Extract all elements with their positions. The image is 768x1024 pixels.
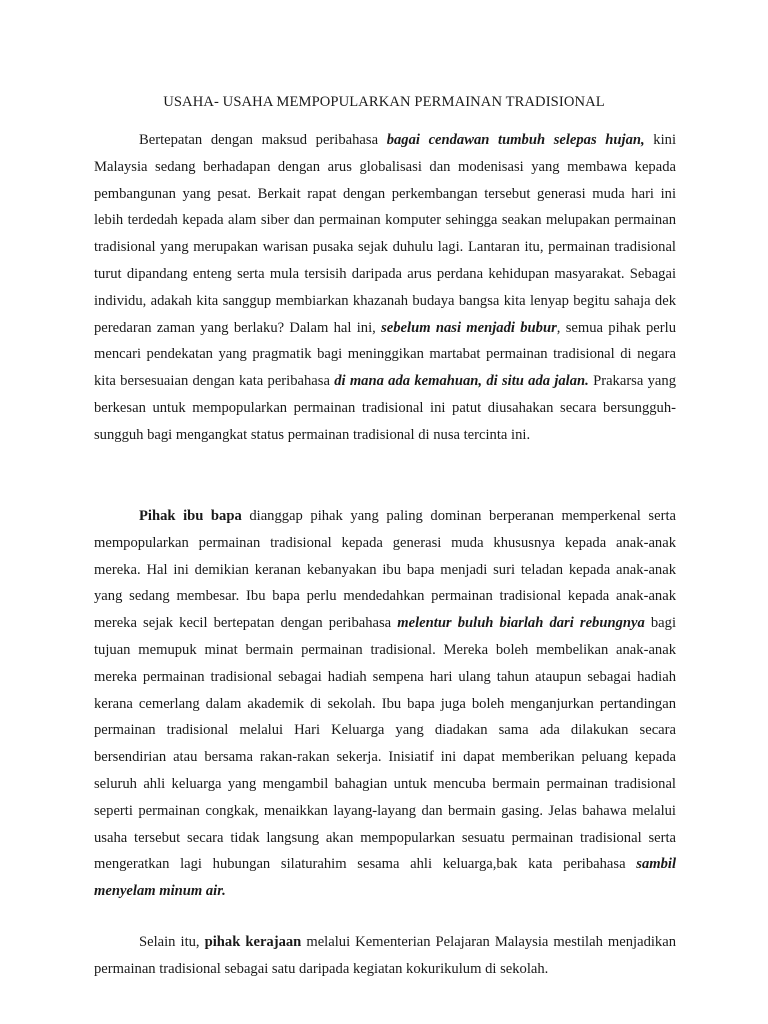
- keyword-pihak-kerajaan: pihak kerajaan: [204, 934, 302, 950]
- paragraph-1: [94, 127, 676, 449]
- document-title: USAHA- USAHA MEMPOPULARKAN PERMAINAN TRADISIONAL: [163, 94, 605, 110]
- proverb-melentur-buluh: melentur buluh biarlah dari rebungnya: [397, 615, 645, 632]
- paragraph-2-seg-2: dianggap pihak yang paling dominan berperanan memperkenal serta mempopularkan permainan tradisional kepada generasi muda khususnya kepada anak-anak mereka. Hal ini demikian keranan kebanyakan ibu bapa menjadi suri teladan kepada anak-anak yang sedang membesar. Ibu bapa perlu mendedahkan permainan tradisional kepada anak-anak mereka sejak kecil bertepatan dengan peribahasa: [94, 508, 676, 632]
- paragraph-1-seg-5: , semua pihak perlu mencari pendekatan yang pragmatik bagi meninggikan martabat permainan tradisional di negara kita bersesuaian dengan kata peribahasa: [94, 319, 676, 390]
- paragraph-3-seg-1: Selain itu,: [139, 934, 205, 950]
- paragraph-3-seg-3: melalui Kementerian Pelajaran Malaysia mestilah menjadikan permainan tradisional sebagai satu daripada kegiatan kokurikulum di sekolah.: [94, 934, 676, 977]
- proverb-nasi-bubur: sebelum nasi menjadi bubur: [381, 319, 557, 336]
- paragraph-1-seg-3: kini Malaysia sedang berhadapan dengan arus globalisasi dan modenisasi yang membawa kepada pembangunan yang pesat. Berkait rapat dengan perkembangan tersebut generasi muda hari ini lebih terdedah kepada alam siber dan permainan komputer sehingga seakan melupakan permainan tradisional yang merupakan warisan pusaka sejak duhulu lagi. Lantaran itu, permainan tradisional turut dipandang enteng serta mula tersisih daripada arus perdana kehidupan masyarakat. Sebagai individu, adakah kita sanggup membiarkan khazanah budaya bangsa kita lenyap begitu sahaja dek peredaran zaman yang berlaku? Dalam hal ini,: [94, 132, 676, 336]
- paragraph-1-seg-1: Bertepatan dengan maksud peribahasa: [139, 132, 387, 148]
- paragraph-2-seg-4: bagi tujuan memupuk minat bermain permainan tradisional. Mereka boleh membelikan anak-anak mereka permainan tradisional sebagai hadiah sempena hari ulang tahun ataupun sebagai hadiah kerana cemerlang dalam akademik di sekolah. Ibu bapa juga boleh menganjurkan pertandingan permainan tradisional melalui Hari Keluarga yang diadakan sama ada dilakukan secara bersendirian atau bersama rakan-rakan sekerja. Inisiatif ini dapat memberikan peluang kepada seluruh ahli keluarga yang mengambil bahagian untuk mencuba bermain permainan tradisional seperti permainan congkak, menaikkan layang-layang dan bermain gasing. Jelas bahawa melalui usaha tersebut secara tidak langsung akan mempopularkan sesuatu permainan tradisional serta mengeratkan lagi hubungan silaturahim sesama ahli keluarga,bak kata peribahasa: [94, 615, 677, 873]
- proverb-cendawan: bagai cendawan tumbuh selepas hujan,: [386, 132, 645, 148]
- paragraph-3: [94, 929, 676, 983]
- proverb-kemahuan: di mana ada kemahuan, di situ ada jalan.: [334, 373, 589, 390]
- keyword-ibu-bapa: Pihak ibu bapa: [139, 508, 242, 524]
- proverb-menyelam: sambil menyelam minum air.: [94, 856, 676, 900]
- paragraph-2: [94, 503, 676, 905]
- paragraph-1-seg-7: Prakarsa yang berkesan untuk mempopularkan permainan tradisional ini patut diusahakan secara bersungguh-sungguh bagi mengangkat status permainan tradisional di nusa tercinta ini.: [94, 373, 676, 443]
